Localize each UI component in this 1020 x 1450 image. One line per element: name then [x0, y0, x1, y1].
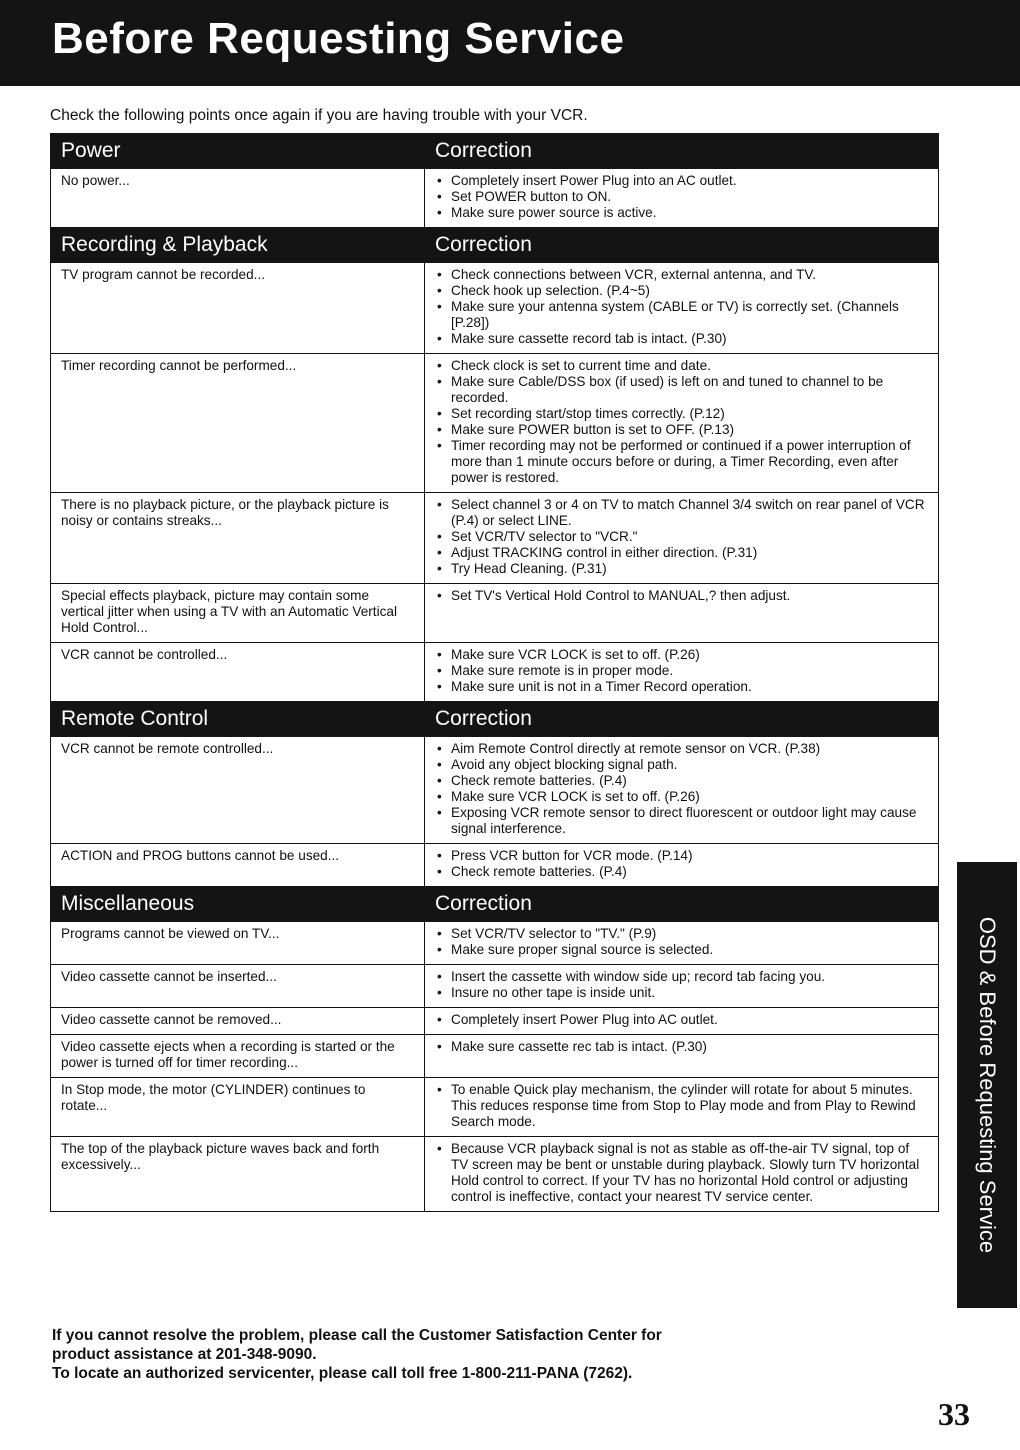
table-row: [51, 737, 939, 844]
correction-item: • Set POWER button to ON.: [451, 189, 928, 205]
correction-cell: [425, 922, 939, 965]
section-heading: Miscellaneous: [51, 887, 425, 922]
problem-cell: Video cassette cannot be removed...: [51, 1008, 425, 1035]
table-row: [51, 1035, 939, 1078]
correction-heading: Correction: [425, 702, 939, 737]
correction-item: • Make sure POWER button is set to OFF. (P.13): [451, 422, 928, 438]
correction-cell: [425, 1008, 939, 1035]
correction-heading: Correction: [425, 228, 939, 263]
correction-list: [435, 1039, 928, 1055]
correction-item: • To enable Quick play mechanism, the cylinder will rotate for about 5 minutes. This reduces response time from Stop to Play mode and from Play to Rewind Search mode.: [451, 1082, 928, 1130]
table-row: [51, 844, 939, 887]
correction-item: • Adjust TRACKING control in either direction. (P.31): [451, 545, 928, 561]
correction-list: [435, 1082, 928, 1130]
problem-cell: Special effects playback, picture may contain some vertical jitter when using a TV with an Automatic Vertical Hold Control...: [51, 584, 425, 643]
footer-line-3: To locate an authorized servicenter, please call toll free 1-800-211-PANA (7262).: [52, 1365, 633, 1382]
correction-list: [435, 969, 928, 1001]
correction-item: • Select channel 3 or 4 on TV to match Channel 3/4 switch on rear panel of VCR (P.4) or select LINE.: [451, 497, 928, 529]
correction-item: • Check hook up selection. (P.4~5): [451, 283, 928, 299]
table-row: [51, 922, 939, 965]
correction-item: • Make sure VCR LOCK is set to off. (P.26): [451, 789, 928, 805]
table-row: [51, 965, 939, 1008]
correction-list: [435, 497, 928, 577]
footer-notice: [52, 1326, 662, 1383]
section-heading: Remote Control: [51, 702, 425, 737]
table-row: [51, 354, 939, 493]
correction-item: • Make sure cassette rec tab is intact. (P.30): [451, 1039, 928, 1055]
correction-cell: [425, 737, 939, 844]
correction-item: • Completely insert Power Plug into AC outlet.: [451, 1012, 928, 1028]
correction-item: • Try Head Cleaning. (P.31): [451, 561, 928, 577]
section-heading: Power: [51, 134, 425, 169]
title-bar: [0, 0, 1020, 86]
correction-item: • Check remote batteries. (P.4): [451, 773, 928, 789]
problem-cell: In Stop mode, the motor (CYLINDER) continues to rotate...: [51, 1078, 425, 1137]
problem-cell: No power...: [51, 169, 425, 228]
correction-item: • Make sure unit is not in a Timer Record operation.: [451, 679, 928, 695]
correction-cell: [425, 844, 939, 887]
correction-cell: [425, 1137, 939, 1212]
problem-cell: The top of the playback picture waves back and forth excessively...: [51, 1137, 425, 1212]
table-row: [51, 1008, 939, 1035]
correction-item: • Make sure Cable/DSS box (if used) is left on and tuned to channel to be recorded.: [451, 374, 928, 406]
problem-cell: Timer recording cannot be performed...: [51, 354, 425, 493]
section-header-power: [51, 134, 939, 169]
correction-cell: [425, 1078, 939, 1137]
troubleshooting-table: [50, 133, 939, 1212]
correction-item: • Because VCR playback signal is not as stable as off-the-air TV signal, top of TV screen may be bent or unstable during playback. Slowly turn TV horizontal Hold control to correct. If your TV has no horizontal Hold control or adjusting control is ineffective, contact your nearest TV service center.: [451, 1141, 928, 1205]
section-heading: Recording & Playback: [51, 228, 425, 263]
section-header-miscellaneous: [51, 887, 939, 922]
table-row: [51, 263, 939, 354]
correction-heading: Correction: [425, 887, 939, 922]
correction-list: [435, 848, 928, 880]
problem-cell: Programs cannot be viewed on TV...: [51, 922, 425, 965]
correction-list: [435, 173, 928, 221]
intro-text: Check the following points once again if you are having trouble with your VCR.: [50, 107, 588, 124]
correction-item: • Avoid any object blocking signal path.: [451, 757, 928, 773]
correction-list: [435, 1012, 928, 1028]
correction-item: • Make sure remote is in proper mode.: [451, 663, 928, 679]
correction-item: • Set TV's Vertical Hold Control to MANUAL,? then adjust.: [451, 588, 928, 604]
correction-item: • Set VCR/TV selector to "TV." (P.9): [451, 926, 928, 942]
table-row: [51, 1137, 939, 1212]
correction-item: • Make sure proper signal source is selected.: [451, 942, 928, 958]
correction-cell: [425, 493, 939, 584]
correction-list: [435, 741, 928, 837]
problem-cell: There is no playback picture, or the playback picture is noisy or contains streaks...: [51, 493, 425, 584]
table-row: [51, 1078, 939, 1137]
section-header-remote-control: [51, 702, 939, 737]
correction-item: • Make sure your antenna system (CABLE or TV) is correctly set. (Channels [P.28]): [451, 299, 928, 331]
correction-cell: [425, 643, 939, 702]
correction-list: [435, 588, 928, 604]
correction-list: [435, 358, 928, 486]
correction-item: • Press VCR button for VCR mode. (P.14): [451, 848, 928, 864]
page-number: 33: [938, 1396, 970, 1432]
correction-cell: [425, 965, 939, 1008]
correction-item: • Insure no other tape is inside unit.: [451, 985, 928, 1001]
problem-cell: Video cassette ejects when a recording is started or the power is turned off for timer recording...: [51, 1035, 425, 1078]
correction-heading: Correction: [425, 134, 939, 169]
correction-cell: [425, 584, 939, 643]
footer-line-1: If you cannot resolve the problem, please call the Customer Satisfaction Center for: [52, 1327, 662, 1344]
correction-item: • Check clock is set to current time and date.: [451, 358, 928, 374]
correction-cell: [425, 354, 939, 493]
table-row: [51, 169, 939, 228]
correction-item: • Make sure VCR LOCK is set to off. (P.26): [451, 647, 928, 663]
correction-list: [435, 267, 928, 347]
correction-item: • Make sure power source is active.: [451, 205, 928, 221]
correction-list: [435, 1141, 928, 1205]
table-row: [51, 643, 939, 702]
correction-item: • Timer recording may not be performed or continued if a power interruption of more than 1 minute occurs before or during, a Timer Recording, even after power is restored.: [451, 438, 928, 486]
footer-line-2: product assistance at 201-348-9090.: [52, 1346, 317, 1363]
problem-cell: VCR cannot be remote controlled...: [51, 737, 425, 844]
correction-list: [435, 647, 928, 695]
correction-cell: [425, 263, 939, 354]
page-title: Before Requesting Service: [52, 14, 625, 63]
table-row: [51, 584, 939, 643]
problem-cell: TV program cannot be recorded...: [51, 263, 425, 354]
correction-item: • Make sure cassette record tab is intact. (P.30): [451, 331, 928, 347]
table-row: [51, 493, 939, 584]
section-side-tab: [957, 862, 1017, 1308]
correction-cell: [425, 169, 939, 228]
section-header-recording-playback: [51, 228, 939, 263]
correction-item: • Set VCR/TV selector to "VCR.": [451, 529, 928, 545]
problem-cell: VCR cannot be controlled...: [51, 643, 425, 702]
correction-list: [435, 926, 928, 958]
problem-cell: ACTION and PROG buttons cannot be used...: [51, 844, 425, 887]
correction-item: • Check connections between VCR, external antenna, and TV.: [451, 267, 928, 283]
correction-item: • Completely insert Power Plug into an AC outlet.: [451, 173, 928, 189]
problem-cell: Video cassette cannot be inserted...: [51, 965, 425, 1008]
side-tab-label: OSD & Before Requesting Service: [975, 916, 1000, 1254]
correction-item: • Exposing VCR remote sensor to direct fluorescent or outdoor light may cause signal interference.: [451, 805, 928, 837]
correction-cell: [425, 1035, 939, 1078]
correction-item: • Set recording start/stop times correctly. (P.12): [451, 406, 928, 422]
correction-item: • Aim Remote Control directly at remote sensor on VCR. (P.38): [451, 741, 928, 757]
correction-item: • Check remote batteries. (P.4): [451, 864, 928, 880]
correction-item: • Insert the cassette with window side up; record tab facing you.: [451, 969, 928, 985]
